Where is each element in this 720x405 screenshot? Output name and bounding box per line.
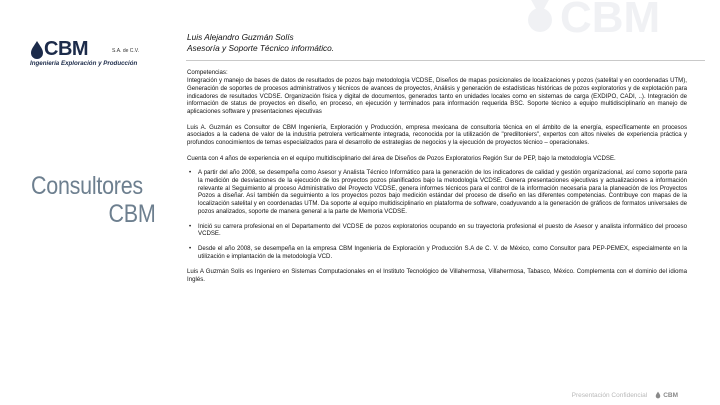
footer-label: Presentación Confidencial (571, 391, 648, 399)
person-role: Asesoría y Soporte Técnico informático. (187, 43, 335, 53)
footer-logo (655, 391, 678, 399)
footer (572, 391, 678, 399)
droplet-icon (29, 40, 45, 60)
competencias-section (187, 69, 687, 116)
logo-wordmark: CBM (44, 38, 89, 60)
bullet-icon: • (189, 168, 192, 176)
list-item-text: Inició su carrera profesional en el Departamento del VCDSE de pozos exploratorios ocupando en su trayectoria profesional el puesto de Asesor y analista informático del proceso VCDSE. (198, 222, 687, 238)
header-divider (186, 60, 705, 61)
list-item (187, 245, 687, 261)
intro-paragraph: Luis A. Guzmán es Consultor de CBM Ingeniería, Exploración y Producción, empresa mexicana de consultoría técnica en el ámbito de la energía, específicamente en procesos asociados a la cadena de valor de la industria petrolera verticalmente integrada, reconocida por la utilización de "prediltoniers", expertos con altos niveles de experiencia práctica y profundos conocimientos de temas especializados para el desarrollo de estrategias de negocios y la ejecución de proyectos técnico – operacionales. (187, 123, 687, 147)
droplet-icon (655, 391, 661, 399)
person-name: Luis Alejandro Guzmán Solís (187, 32, 294, 42)
profile-body (187, 69, 687, 284)
bullet-icon: • (189, 222, 192, 230)
footer-brand-text: CBM (663, 391, 678, 399)
experience-paragraph: Cuenta con 4 años de experiencia en el equipo multidisciplinario del área de Diseños de Pozos Exploratorios Región Sur de PEP, bajo la metodología VCDSE. (187, 154, 616, 162)
logo-tagline: Ingeniería Exploración y Producción (30, 60, 138, 67)
list-item-text: A partir del año 2008, se desempeña como Asesor y Analista Técnico Informático para la generación de los indicadores de calidad y gestión organizacional, así como soporte para la medición de desviaciones de la ejecución de los proyectos pozos planificados bajo la metodología VCDSE. Genera presentaciones ejecutivas y actualizaciones a información relevante al Seguimiento al proceso Administrativo del Proyecto VCDSE, genera informes técnicos para el control de la información necesaria para la planeación de los Proyectos Pozos a diseñar. Así también da seguimiento a los proyectos pozos bajo medición estándar del proceso de diseño en las diferentes competencias. Contribuye con mapas de la localización satelital y en coordenadas UTM. Da soporte al equipo multidisciplinario en plataforma de software, coadyuvando a la generación de gráficos de formatos universales de pozos analizados, soporte de manera general a la parte de Memoria VCDSE. (198, 168, 687, 216)
watermark-logo-graphic (516, 0, 720, 36)
svg-text:CBM: CBM (560, 0, 661, 36)
list-item (187, 223, 687, 239)
brand-line-cbm: CBM (108, 200, 156, 228)
bullet-icon: • (189, 244, 192, 252)
competencias-title: Competencias: (187, 69, 228, 76)
list-item (187, 169, 687, 216)
left-column (0, 0, 172, 405)
competencias-text: Integración y manejo de bases de datos de resultados de pozos bajo metodología VCDSE, Diseños de mapas posicionales de localizaciones y pozos (satelital y en coordenadas UTM), Generación de soportes de procesos administrativos y técnicos de avances de proyectos, Análisis y generación de estadísticas históricas de pozos exploratorios y de explotación para indicadores de resultados VCDSE. Organización física y digital de documentos, generados tanto en unidades locales como en sistemas de carga (EXDIPO, CADI, ..). Integración de información de status de proyectos en diseño, en proceso, en ejecución y terminados para información requerida BSC. Soporte técnico a equipo multidisciplinario en manejo de aplicaciones software y presentaciones ejecutivas (187, 76, 687, 116)
education-paragraph: Luis A Guzmán Solís es Ingeniero en Sistemas Computacionales en el Instituto Tecnológico de Villahermosa, Villahermosa, Tabasco, México. Complementa con el dominio del idioma Inglés. (187, 267, 687, 283)
list-item-text: Desde el año 2008, se desempeña en la empresa CBM Ingeniería de Exploración y Producción S.A de C. V. de México, como Consultor para PEP-PEMEX, especialmente en la utilización e implantación de la metodología VCD. (198, 244, 687, 260)
logo-suffix: S.A. de C.V. (112, 48, 140, 54)
brand-line-consultores: Consultores (31, 172, 143, 200)
brand-block (31, 172, 171, 228)
company-logo (29, 38, 169, 72)
watermark-logo (516, 0, 720, 36)
profile-header (187, 32, 607, 54)
